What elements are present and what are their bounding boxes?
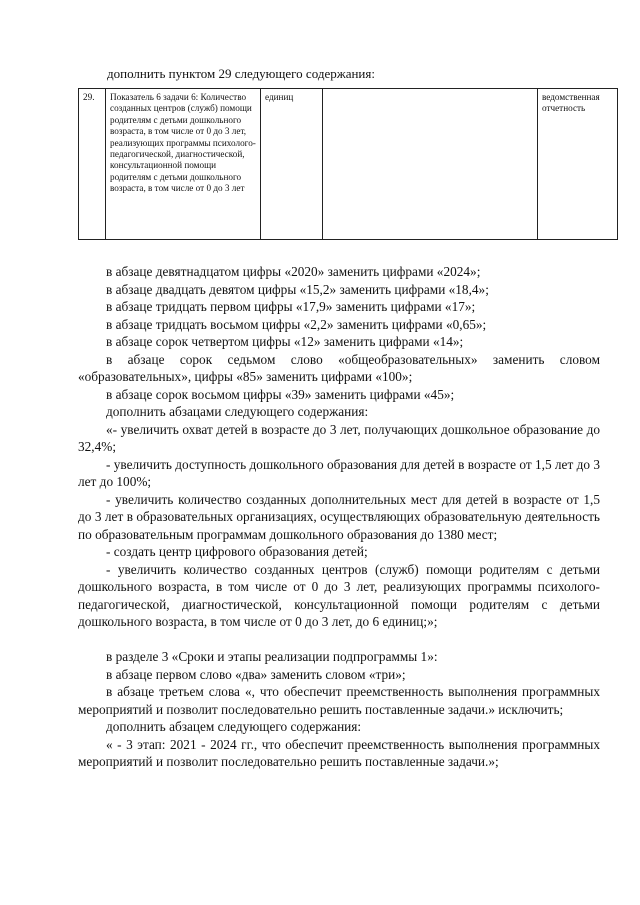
paragraph: дополнить абзацами следующего содержания: <box>106 404 369 419</box>
row-number: 29. <box>79 89 106 240</box>
body-text <box>78 263 600 771</box>
paragraph: - увеличить количество созданных центров (служб) помощи родителям с детьми дошкольного возраста, в том числе от 0 до 3 лет, реализующих программы психолого-педагогической, диагностической, консультационной помощи родителям с детьми дошкольного возраста, в том числе от 0 до 3 лет, до 6 единиц;»; <box>78 561 600 629</box>
amendment-table <box>78 88 618 240</box>
paragraph: в абзаце девятнадцатом цифры «2020» заменить цифрами «2024»; <box>106 264 481 279</box>
spacer <box>78 631 600 649</box>
indicator-cell: Показатель 6 задачи 6: Количество созданных центров (служб) помощи родителям с детьми дошкольного возраста, в том числе от 0 до 3 лет, реализующих программы психолого-педагогической, диагностической, консультационной помощи родителям с детьми дошкольного возраста, в том числе от 0 до 3 лет <box>106 89 261 240</box>
paragraph: в абзаце третьем слова «, что обеспечит преемственность выполнения программных мероприятий и позволит последовательно решить поставленные задачи.» исключить; <box>78 684 600 717</box>
paragraph: - увеличить доступность дошкольного образования для детей в возрасте от 1,5 лет до 3 лет до 100%; <box>78 456 600 489</box>
paragraph: в абзаце двадцать девятом цифры «15,2» заменить цифрами «18,4»; <box>106 281 489 297</box>
paragraph: « - 3 этап: 2021 - 2024 гг., что обеспечит преемственность выполнения программных мероприятий и позволит последовательно решить поставленные задачи.»; <box>78 736 600 769</box>
source-cell: ведомственная отчетность <box>538 89 618 240</box>
intro-line: дополнить пунктом 29 следующего содержания: <box>107 66 375 81</box>
paragraph: «- увеличить охват детей в возрасте до 3 лет, получающих дошкольное образование до 32,4%; <box>78 421 600 454</box>
paragraph: дополнить абзацем следующего содержания: <box>106 719 362 734</box>
paragraph: в абзаце тридцать первом цифры «17,9» заменить цифрами «17»; <box>106 299 476 314</box>
table-row <box>79 89 618 240</box>
paragraph: в абзаце сорок восьмом цифры «39» заменить цифрами «45»; <box>106 386 455 402</box>
values-cell <box>323 89 538 240</box>
paragraph: в абзаце тридцать восьмом цифры «2,2» заменить цифрами «0,65»; <box>106 316 487 332</box>
unit-cell: единиц <box>261 89 323 240</box>
paragraph: в разделе 3 «Сроки и этапы реализации подпрограммы 1»: <box>106 649 438 664</box>
paragraph: в абзаце первом слово «два» заменить словом «три»; <box>106 666 406 682</box>
paragraph: - создать центр цифрового образования детей; <box>106 544 368 559</box>
paragraph: в абзаце сорок седьмом слово «общеобразовательных» заменить словом «образовательных», цифры «85» заменить цифрами «100»; <box>78 351 600 384</box>
paragraph: в абзаце сорок четвертом цифры «12» заменить цифрами «14»; <box>106 334 464 349</box>
paragraph: - увеличить количество созданных дополнительных мест для детей в возрасте от 1,5 до 3 лет в образовательных организациях, осуществляющих образовательную деятельность по образовательным программам дошкольного образования до 1380 мест; <box>78 491 600 542</box>
